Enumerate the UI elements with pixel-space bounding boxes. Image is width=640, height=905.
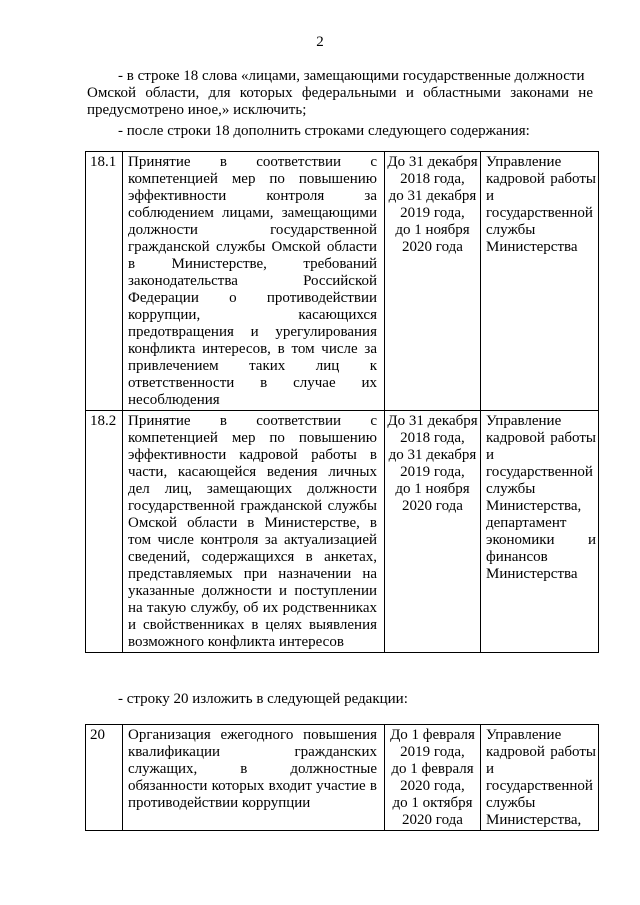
- deadline-line: до 1 февраля 2020 года,: [391, 761, 474, 794]
- table-row20: [85, 724, 599, 831]
- row-deadline: [385, 725, 481, 831]
- row-deadline: [385, 152, 481, 411]
- deadline-line: До 1 февраля 2019 года,: [390, 727, 475, 760]
- amendment-paragraph-row20: - строку 20 изложить в следующей редакции:: [118, 691, 408, 707]
- row-responsible: Управление кадровой работы и государственной службы Министерства: [481, 152, 599, 411]
- table-new-rows: [85, 151, 599, 653]
- deadline-line: до 1 ноября 2020 года: [395, 481, 470, 514]
- deadline-line: до 31 декабря 2019 года,: [388, 447, 477, 480]
- row-responsible: Управление кадровой работы и государственной службы Министерства, департамент экономики и финансов Министерства: [481, 411, 599, 653]
- table-row: [86, 411, 599, 653]
- deadline-line: до 1 ноября 2020 года: [395, 222, 470, 255]
- row-description: Принятие в соответствии с компетенцией мер по повышению эффективности кадровой работы в части, касающейся ведения личных дел лиц, замещающих должности государственной гражданской службы Омской области в Министерстве, в том числе контроля за актуализацией сведений, содержащихся в анкетах, представляемых при назначении на указанные должности и поступлении на такую службу, об их родственниках и свойственниках в целях выявления возможного конфликта интересов: [123, 411, 385, 653]
- amendment-line-rest: Омской области, для которых федеральными и областными законами не предусмотрено иное,» исключить;: [87, 85, 593, 118]
- row-description: Организация ежегодного повышения квалификации гражданских служащих, в должностные обязанности которых входит участие в противодействии коррупции: [123, 725, 385, 831]
- amendment-paragraph-add-rows: - после строки 18 дополнить строками следующего содержания:: [118, 123, 530, 139]
- row-responsible: Управление кадровой работы и государственной службы Министерства,: [481, 725, 599, 831]
- deadline-line: До 31 декабря 2018 года,: [387, 413, 478, 446]
- row-number: 20: [86, 725, 123, 831]
- amendment-paragraph-row18: [87, 68, 593, 119]
- deadline-line: до 31 декабря 2019 года,: [388, 188, 477, 221]
- row-number: 18.2: [86, 411, 123, 653]
- table-row: [86, 725, 599, 831]
- page-number: 2: [316, 34, 324, 50]
- row-number: 18.1: [86, 152, 123, 411]
- row-deadline: [385, 411, 481, 653]
- deadline-line: До 31 декабря 2018 года,: [387, 154, 478, 187]
- deadline-line: до 1 октября 2020 года: [392, 795, 473, 828]
- amendment-line-first: - в строке 18 слова «лицами, замещающими государственные должности: [118, 68, 585, 84]
- table-row: [86, 152, 599, 411]
- row-description: Принятие в соответствии с компетенцией мер по повышению эффективности контроля за соблюдением лицами, замещающими должности государственной гражданской службы Омской области в Министерстве, требований законодательства Российской Федерации о противодействии коррупции, касающихся предотвращения и урегулирования конфликта интересов, в том числе за привлечением таких лиц к ответственности в случае их несоблюдения: [123, 152, 385, 411]
